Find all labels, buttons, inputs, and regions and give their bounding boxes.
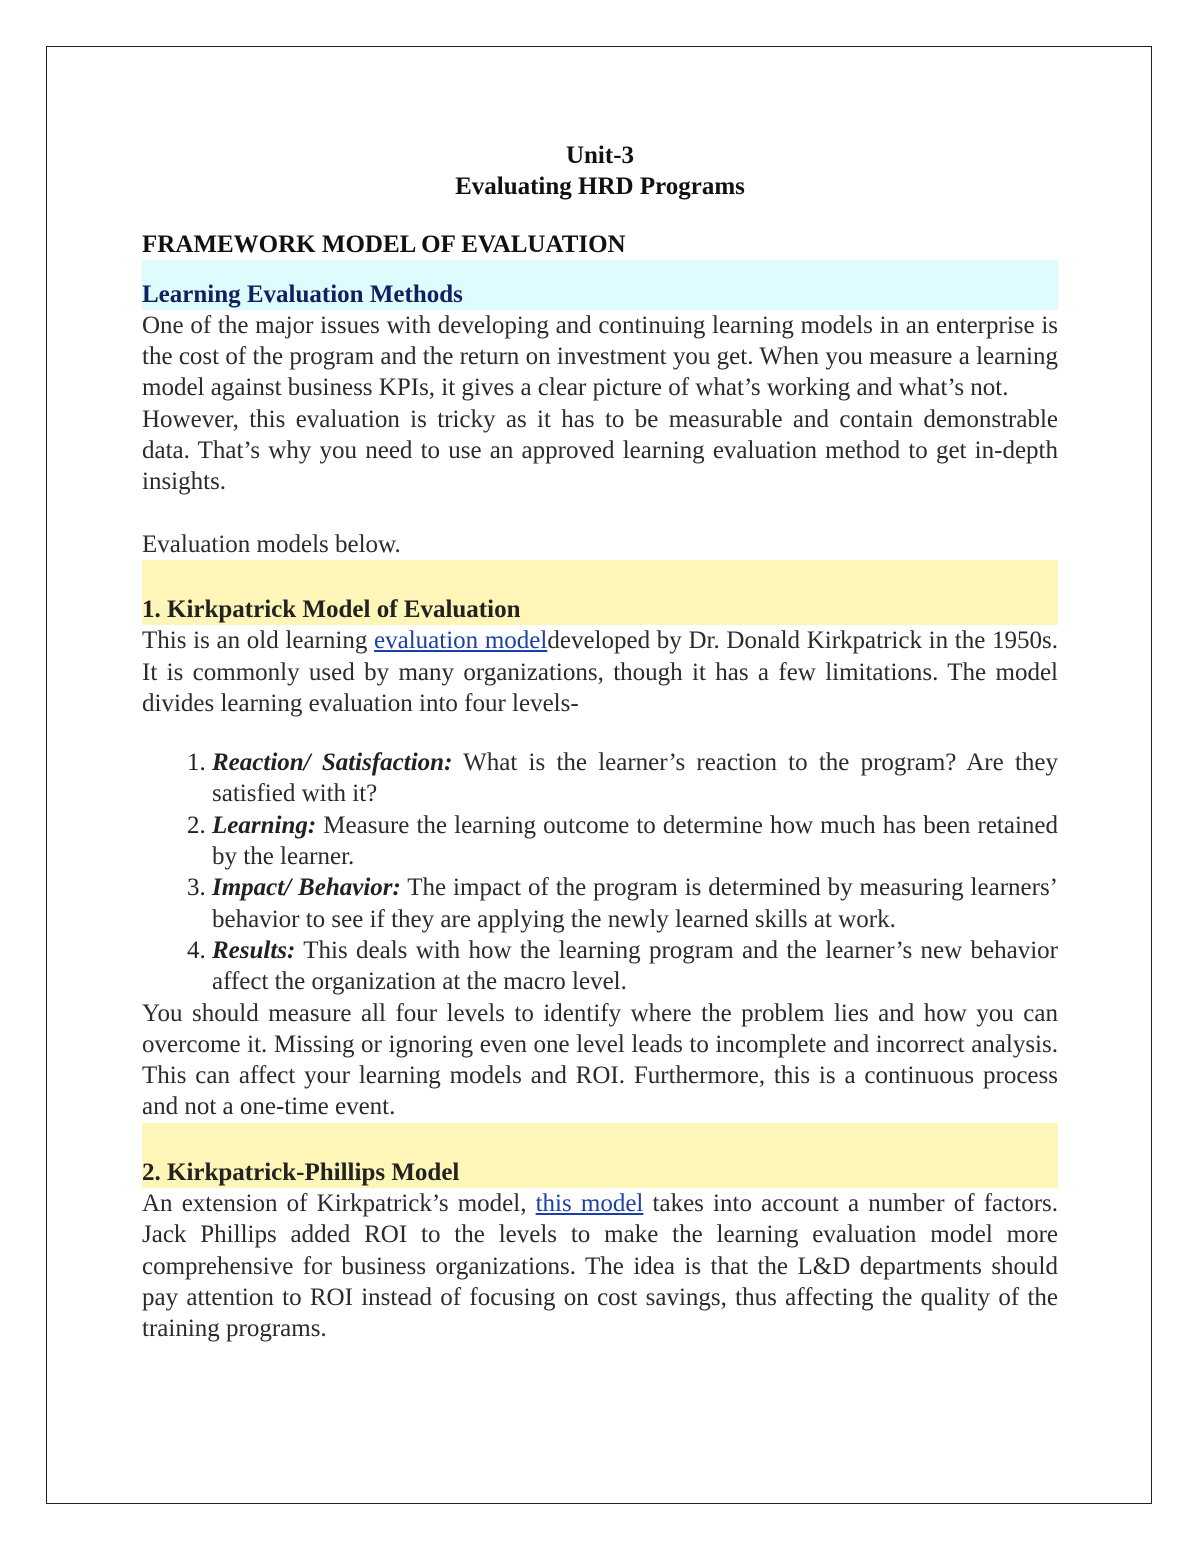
- spacer: [142, 498, 1058, 529]
- spacer: [142, 719, 1058, 747]
- level-term: Reaction/ Satisfaction:: [212, 749, 453, 777]
- level-term: Impact/ Behavior:: [212, 874, 401, 902]
- document-title: Evaluating HRD Programs: [455, 173, 745, 201]
- evaluation-models-intro: Evaluation models below.: [142, 530, 401, 558]
- kirkpatrick-closing: You should measure all four levels to identify where the problem lies and how you can overcome it. Missing or ignoring even one level leads to incomplete and incorrect analysis. This can affect your learning models and ROI. Furthermore, this is a continuous process and not a one-time event.: [142, 999, 1058, 1121]
- list-item: [212, 872, 1058, 935]
- learning-methods-heading: Learning Evaluation Methods: [142, 280, 463, 308]
- list-item: [212, 935, 1058, 998]
- level-term: Results:: [212, 936, 296, 964]
- level-text: The impact of the program is determined by measuring learners’ behavior to see if they are applying the newly learned skills at work.: [212, 874, 1059, 933]
- kirkpatrick-levels-list: [142, 747, 1058, 997]
- unit-title: Unit-3: [565, 142, 635, 169]
- learning-methods-para-2: However, this evaluation is tricky as it has to be measurable and contain demonstrable data. That’s why you need to use an approved learning evaluation method to get in-depth insights.: [142, 405, 1058, 496]
- list-item: [212, 747, 1058, 810]
- phillips-intro: [142, 1188, 1058, 1344]
- learning-methods-para-1: One of the major issues with developing and continuing learning models in an enterprise is the cost of the program and the return on investment you get. When you measure a learning model against business KPIs, it gives a clear picture of what’s working and what’s not.: [142, 311, 1058, 402]
- level-text: What is the learner’s reaction to the program? Are they satisfied with it?: [212, 749, 1058, 808]
- framework-heading: FRAMEWORK MODEL OF EVALUATION: [142, 230, 626, 258]
- this-model-link[interactable]: this model: [535, 1190, 644, 1218]
- kirkpatrick-intro-text: This is an old learning: [142, 627, 375, 655]
- list-item: [212, 810, 1058, 873]
- level-text: This deals with how the learning program and the learner’s new behavior affect the organization at the macro level.: [212, 936, 1058, 996]
- kirkpatrick-intro: [142, 625, 1058, 719]
- phillips-band: [142, 1123, 1058, 1188]
- phillips-heading: 2. Kirkpatrick-Phillips Model: [142, 1158, 460, 1186]
- level-term: Learning:: [212, 811, 317, 839]
- level-text: Measure the learning outcome to determine how much has been retained by the learner.: [212, 811, 1058, 871]
- kirkpatrick-intro-text-2: developed by Dr. Donald Kirkpatrick in the 1950s. It is commonly used by many organizations, though it has a few limitations. The model divides learning evaluation into four levels-: [142, 627, 1058, 717]
- document-body: [142, 140, 1058, 1345]
- learning-methods-band: [142, 260, 1058, 310]
- kirkpatrick-band: [142, 560, 1058, 625]
- phillips-intro-text-2: takes into account a number of factors. Jack Phillips added ROI to the levels to make the learning evaluation model more comprehensive for business organizations. The idea is that the L&D departments should pay attention to ROI instead of focusing on cost savings, thus affecting the quality of the training programs.: [142, 1190, 1058, 1343]
- kirkpatrick-heading: 1. Kirkpatrick Model of Evaluation: [142, 595, 521, 623]
- evaluation-model-link[interactable]: evaluation model: [374, 627, 548, 655]
- phillips-intro-text: An extension of Kirkpatrick’s model,: [142, 1190, 536, 1218]
